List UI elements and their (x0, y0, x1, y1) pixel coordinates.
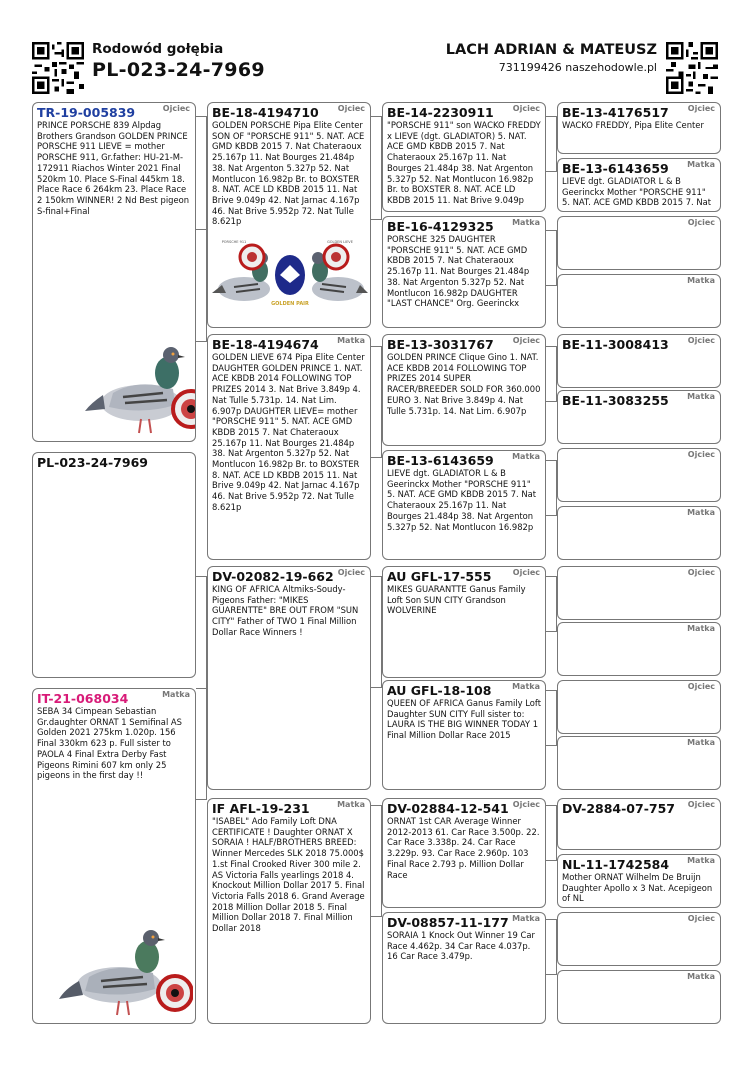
sex-label: Ojciec (687, 104, 715, 113)
pigeon-description: "PORSCHE 911" son WACKO FREDDY x LIEVE (dgt. GLADIATOR) 5. NAT. ACE GMD KBDB 2015 7. Nat Chateraoux 25.167p 11. Nat Bourges 21.484p 38. Nat Argenton 5.327p 52. Nat Montlucon 16.982p Br. to BOXSTER 8. NAT. ACE LD KBDB 2015 11. Nat Brive 9.049p (387, 120, 541, 205)
pigeon-description: LIEVE dgt. GLADIATOR L & B Geerinckx Mother "PORSCHE 911" 5. NAT. ACE GMD KBDB 2015 7. Nat (562, 176, 712, 208)
great-grandparent-card[interactable] (382, 798, 546, 908)
father-sex-label: Ojciec (162, 104, 190, 113)
ring-number: AU GFL-17-555 (387, 569, 492, 584)
sex-label: Matka (687, 392, 715, 401)
ancestor-card[interactable] (557, 798, 721, 850)
mother-sex-label: Matka (162, 690, 190, 699)
document-title: Rodowód gołębia (92, 41, 224, 57)
ring-number: DV-08857-11-177 (387, 915, 509, 930)
great-grandparent-card[interactable] (382, 334, 546, 446)
ancestor-card[interactable] (557, 158, 721, 212)
ring-number: BE-16-4129325 (387, 219, 494, 234)
ring-number: DV-2884-07-757 (562, 801, 675, 816)
ancestor-card[interactable] (557, 854, 721, 908)
pigeon-description: KING OF AFRICA Altmiks-Soudy-Pigeons Father: "MIKES GUARENTTE" BRE OUT FROM "SUN CITY" Father of TWO 1 Final Million Dollar Race Winners ! (212, 584, 359, 637)
right-photo-caption: GOLDEN LIEVE (327, 240, 353, 244)
pigeon-description: Mother ORNAT Wilhelm De Bruijn Daughter Apollo x 3 Nat. Acepigeon of NL (562, 872, 713, 904)
golden-pair-photo (212, 237, 368, 315)
pigeon-ring-heading: PL-023-24-7969 (92, 59, 265, 81)
pigeon-ring: PL-023-24-7969 (37, 455, 148, 470)
qr-code-right (666, 42, 718, 94)
great-grandparent-card[interactable] (382, 102, 546, 212)
ring-number: BE-13-6143659 (562, 161, 669, 176)
pigeon-description: LIEVE dgt. GLADIATOR L & B Geerinckx Mother "PORSCHE 911" 5. NAT. ACE GMD KBDB 2015 7. Nat Chateraoux 25.167p 11. Nat Bourges 21.484p 38. Nat Argenton 5.327p 52. Nat Montlucon 16.982p (387, 468, 537, 532)
ancestor-card[interactable] (557, 736, 721, 790)
pigeon-description: PORSCHE 325 DAUGHTER "PORSCHE 911" 5. NAT. ACE GMD KBDB 2015 7. Nat Chateraoux 25.167p 11. Nat Bourges 21.484p 38. Nat Argenton 5.327p 52. Nat Montlucon 16.982p DAUGHTER "LAST CHANCE" Org. Geerinckx (387, 234, 530, 309)
golden-pair-caption: GOLDEN PAIR (271, 301, 309, 307)
sex-label: Ojciec (687, 568, 715, 577)
sex-label: Ojciec (512, 336, 540, 345)
ancestor-card[interactable] (557, 216, 721, 270)
sex-label: Matka (337, 336, 365, 345)
ring-number: AU GFL-18-108 (387, 683, 492, 698)
grandparent-card[interactable] (207, 102, 371, 328)
ancestor-card[interactable] (557, 622, 721, 676)
breeder-contact: 731199426 naszehodowle.pl (498, 61, 657, 74)
pigeon-description: MIKES GUARANTTE Ganus Family Loft Son SUN CITY Grandson WOLVERINE (387, 584, 526, 616)
ancestor-card[interactable] (557, 274, 721, 328)
sex-label: Ojciec (512, 568, 540, 577)
ring-number: BE-18-4194710 (212, 105, 319, 120)
grandparent-card[interactable] (207, 798, 371, 1024)
sex-label: Ojciec (337, 104, 365, 113)
ring-number: NL-11-1742584 (562, 857, 670, 872)
pigeon-description: GOLDEN LIEVE 674 Pipa Elite Center DAUGHTER GOLDEN PRINCE 1. NAT. ACE KBDB 2014 FOLLOWING TOP PRIZES 2014 3. Nat Brive 3.849p 4. Nat Tulle 5.731p. 14. Nat Lim. 6.907p DAUGHTER LIEVE= mother "PORSCHE 911" 5. NAT. ACE GMD KBDB 2015 7. Nat Chateraoux 25.167p 11. Nat Bourges 21.484p 38. Nat Argenton 5.327p 52. Nat Montlucon 16.982p Br. to BOXSTER 8. NAT. ACE LD KBDB 2015 11. Nat Brive 9.049p 42. Nat Jarnac 4.167p 46. Nat Brive 5.952p 72. Nat Tulle 8.621p (212, 352, 365, 512)
pigeon-description: GOLDEN PORSCHE Pipa Elite Center SON OF "PORSCHE 911" 5. NAT. ACE GMD KBDB 2015 7. Nat Chateraoux 25.167p 11. Nat Bourges 21.484p 38. Nat Argenton 5.327p 52. Nat Montlucon 16.982p Br. to BOXSTER 8. NAT. ACE LD KBDB 2015 11. Nat Brive 9.049p 42. Nat Jarnac 4.167p 46. Nat Brive 5.952p 72. Nat Tulle 8.621p (212, 120, 365, 227)
sex-label: Matka (687, 160, 715, 169)
sex-label: Ojciec (337, 568, 365, 577)
ring-number: BE-11-3008413 (562, 337, 669, 352)
sex-label: Matka (687, 508, 715, 517)
mother-description: SEBA 34 Cimpean Sebastian Gr.daughter ORNAT 1 Semifinal AS Golden 2021 275km 1.020p. 156 Final 330km 623 p. Full sister to PAOLA 4 Final Extra Derby Fast Pigeons Rimini 607 km only 25 pigeons in the first day !! (37, 706, 182, 781)
left-photo-caption: PORSCHE 911 (221, 240, 247, 244)
sex-label: Ojciec (687, 336, 715, 345)
pigeon-description: SORAIA 1 Knock Out Winner 19 Car Race 4.462p. 34 Car Race 4.037p. 16 Car Race 3.479p. (387, 930, 535, 962)
ring-number: BE-13-3031767 (387, 337, 494, 352)
great-grandparent-card[interactable] (382, 680, 546, 790)
sex-label: Matka (687, 856, 715, 865)
ancestor-card[interactable] (557, 566, 721, 620)
ring-number: DV-02082-19-662 (212, 569, 334, 584)
ancestor-card[interactable] (557, 390, 721, 444)
pigeon-photo (83, 343, 196, 437)
sex-label: Matka (687, 972, 715, 981)
ring-number: BE-13-6143659 (387, 453, 494, 468)
mother-ring: IT-21-068034 (37, 691, 129, 706)
pigeon-description: QUEEN OF AFRICA Ganus Family Loft Daughter SUN CITY Full sister to: LAURA IS THE BIG WINNER TODAY 1 Final Million Dollar Race 2015 (387, 698, 541, 741)
sex-label: Matka (512, 682, 540, 691)
ancestor-card[interactable] (557, 334, 721, 388)
ancestor-card[interactable] (557, 506, 721, 560)
sex-label: Matka (512, 914, 540, 923)
great-grandparent-card[interactable] (382, 566, 546, 678)
sex-label: Ojciec (687, 218, 715, 227)
father-card[interactable] (32, 102, 196, 442)
pigeon-description: GOLDEN PRINCE Clique Gino 1. NAT. ACE KBDB 2014 FOLLOWING TOP PRIZES 2014 SUPER RACER/BREEDER SOLD FOR 360.000 EURO 3. Nat Brive 3.849p 4. Nat Tulle 5.731p. 14. Nat Lim. 6.907p (387, 352, 541, 416)
sex-label: Matka (687, 624, 715, 633)
pigeon-description: ORNAT 1st CAR Average Winner 2012-2013 61. Car Race 3.500p. 22. Car Race 3.338p. 24. Car Race 3.229p. 93. Car Race 2.960p. 103 Final Race 2.793 p. Million Dollar Race (387, 816, 540, 880)
pigeon-description: "ISABEL" Ado Family Loft DNA CERTIFICATE ! Daughter ORNAT X SORAIA ! HALF/BROTHERS BREED: Winner Mercedes SLK 2018 75.000$ 1.st Final Crooked River 300 mile 2. AS Victoria Falls yearlings 2018 4. Knockout Million Dollar 2017 5. Final Victoria Falls 2018 6. Grand Average 2018 Million Dollar 2018 5. Final Million Dollar 2018 7. Final Million Dollar 2018 (212, 816, 365, 934)
great-grandparent-card[interactable] (382, 912, 546, 1024)
sex-label: Ojciec (512, 800, 540, 809)
sex-label: Matka (687, 276, 715, 285)
sex-label: Ojciec (687, 450, 715, 459)
ring-number: BE-11-3083255 (562, 393, 669, 408)
mother-card[interactable] (32, 688, 196, 1024)
ring-number: IF AFL-19-231 (212, 801, 310, 816)
pigeon-photo (57, 925, 193, 1019)
sex-label: Matka (512, 452, 540, 461)
ring-number: BE-18-4194674 (212, 337, 319, 352)
ancestor-card[interactable] (557, 970, 721, 1024)
ring-number: BE-14-2230911 (387, 105, 494, 120)
breeder-name: LACH ADRIAN & MATEUSZ (445, 42, 657, 58)
ancestor-card[interactable] (557, 912, 721, 966)
pigeon-card[interactable] (32, 452, 196, 678)
pigeon-description: WACKO FREDDY, Pipa Elite Center (562, 120, 704, 130)
ancestor-card[interactable] (557, 448, 721, 502)
sex-label: Ojciec (687, 682, 715, 691)
ring-number: DV-02884-12-541 (387, 801, 509, 816)
sex-label: Matka (512, 218, 540, 227)
sex-label: Matka (337, 800, 365, 809)
qr-code-left (32, 42, 84, 94)
grandparent-card[interactable] (207, 334, 371, 560)
sex-label: Ojciec (512, 104, 540, 113)
father-ring: TR-19-005839 (37, 105, 136, 120)
sex-label: Matka (687, 738, 715, 747)
father-description: PRINCE PORSCHE 839 Alpdag Brothers Grandson GOLDEN PRINCE PORSCHE 911 LIEVE = mother PORSCHE 911, Gr.father: HU-21-M-172911 Riachos Winter 2021 Final 520km 10. Place S-Final 445km 18. Place Race 6 264km 23. Place Race 2 150km WINNER! 2 Nd Best pigeon S-final+Final (37, 120, 190, 216)
great-grandparent-card[interactable] (382, 450, 546, 560)
grandparent-card[interactable] (207, 566, 371, 790)
great-grandparent-card[interactable] (382, 216, 546, 328)
ring-number: BE-13-4176517 (562, 105, 669, 120)
ancestor-card[interactable] (557, 102, 721, 154)
ancestor-card[interactable] (557, 680, 721, 734)
sex-label: Ojciec (687, 914, 715, 923)
sex-label: Ojciec (687, 800, 715, 809)
